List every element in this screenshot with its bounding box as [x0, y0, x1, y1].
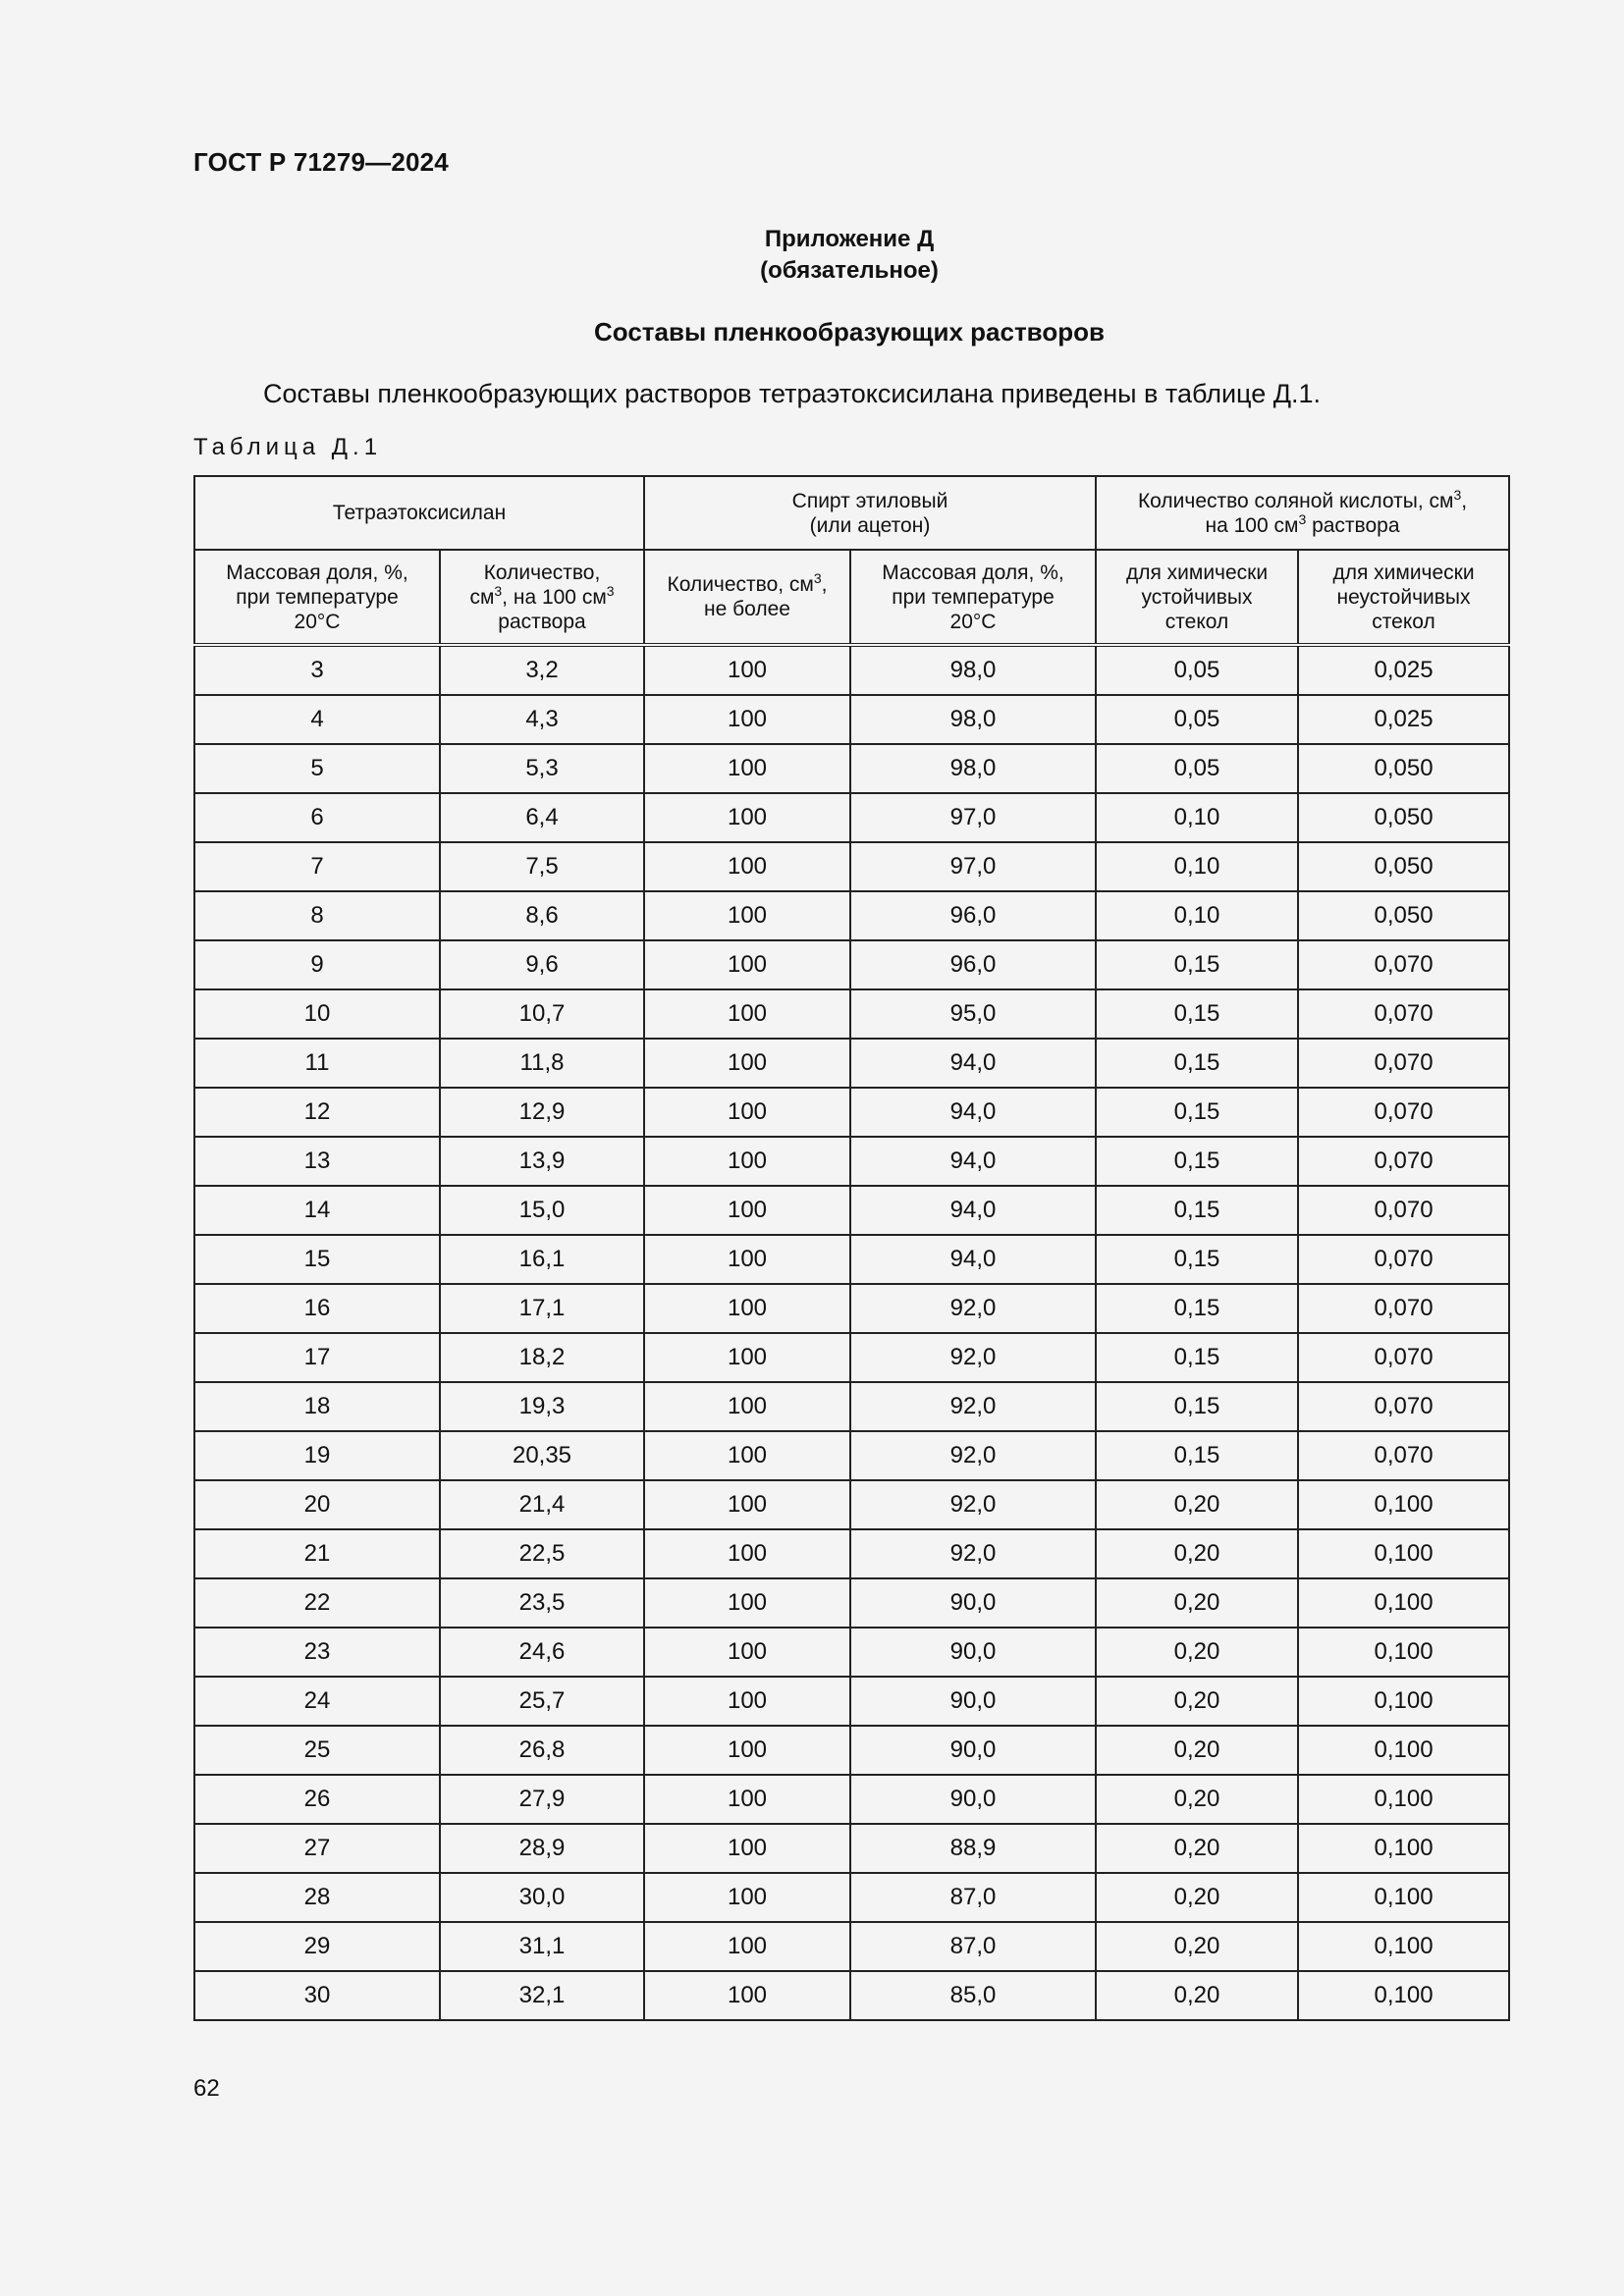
table-row	[194, 1726, 1509, 1775]
section-title: Составы пленкообразующих растворов	[594, 317, 1105, 347]
table-row	[194, 989, 1509, 1039]
alcohol-amount-cell: 100	[644, 1824, 850, 1873]
acid-nonresistant-cell: 0,050	[1298, 793, 1509, 842]
alcohol-amount-cell: 100	[644, 1235, 850, 1284]
acid-resistant-cell: 0,15	[1096, 1235, 1298, 1284]
acid-resistant-cell: 0,20	[1096, 1824, 1298, 1873]
table-row	[194, 1333, 1509, 1382]
table-row	[194, 1382, 1509, 1431]
alcohol-mass-fraction-cell: 94,0	[850, 1039, 1096, 1088]
group-header-alcohol: Спирт этиловый (или ацетон)	[644, 476, 1096, 550]
acid-nonresistant-cell: 0,050	[1298, 744, 1509, 793]
alcohol-mass-fraction-cell: 87,0	[850, 1873, 1096, 1922]
acid-resistant-cell: 0,15	[1096, 940, 1298, 989]
table-row	[194, 1088, 1509, 1137]
table-row	[194, 1628, 1509, 1677]
teos-amount-cell: 28,9	[440, 1824, 644, 1873]
table-row	[194, 1873, 1509, 1922]
acid-resistant-cell: 0,20	[1096, 1480, 1298, 1529]
table-row	[194, 1677, 1509, 1726]
teos-amount-cell: 20,35	[440, 1431, 644, 1480]
document-code: ГОСТ Р 71279—2024	[193, 147, 449, 177]
acid-nonresistant-cell: 0,070	[1298, 1382, 1509, 1431]
table-row	[194, 1186, 1509, 1235]
table-row	[194, 1922, 1509, 1971]
acid-nonresistant-cell: 0,025	[1298, 645, 1509, 695]
teos-mass-fraction-cell: 14	[194, 1186, 440, 1235]
acid-resistant-cell: 0,05	[1096, 645, 1298, 695]
alcohol-amount-cell: 100	[644, 1431, 850, 1480]
alcohol-amount-cell: 100	[644, 1480, 850, 1529]
column-header-acid-resistant-glass: для химически устойчивых стекол	[1096, 550, 1298, 645]
acid-resistant-cell: 0,20	[1096, 1873, 1298, 1922]
teos-mass-fraction-cell: 30	[194, 1971, 440, 2020]
acid-nonresistant-cell: 0,100	[1298, 1578, 1509, 1628]
teos-amount-cell: 32,1	[440, 1971, 644, 2020]
table-body	[194, 645, 1509, 2020]
acid-nonresistant-cell: 0,100	[1298, 1677, 1509, 1726]
column-header-teos-mass-fraction: Массовая доля, %, при температуре 20°С	[194, 550, 440, 645]
acid-nonresistant-cell: 0,050	[1298, 891, 1509, 940]
table-row	[194, 1775, 1509, 1824]
alcohol-mass-fraction-cell: 94,0	[850, 1088, 1096, 1137]
teos-amount-cell: 21,4	[440, 1480, 644, 1529]
teos-mass-fraction-cell: 11	[194, 1039, 440, 1088]
teos-amount-cell: 11,8	[440, 1039, 644, 1088]
table-row	[194, 1431, 1509, 1480]
alcohol-mass-fraction-cell: 85,0	[850, 1971, 1096, 2020]
alcohol-mass-fraction-cell: 88,9	[850, 1824, 1096, 1873]
acid-resistant-cell: 0,20	[1096, 1677, 1298, 1726]
column-header-alcohol-mass-fraction: Массовая доля, %, при температуре 20°С	[850, 550, 1096, 645]
intro-paragraph: Составы пленкообразующих растворов тетраэтоксисилана приведены в таблице Д.1.	[263, 379, 1322, 408]
acid-nonresistant-cell: 0,100	[1298, 1726, 1509, 1775]
acid-nonresistant-cell: 0,070	[1298, 1137, 1509, 1186]
teos-mass-fraction-cell: 20	[194, 1480, 440, 1529]
table-caption: Таблица Д.1	[193, 434, 383, 460]
acid-resistant-cell: 0,05	[1096, 744, 1298, 793]
alcohol-mass-fraction-cell: 90,0	[850, 1578, 1096, 1628]
teos-amount-cell: 13,9	[440, 1137, 644, 1186]
alcohol-mass-fraction-cell: 96,0	[850, 940, 1096, 989]
acid-nonresistant-cell: 0,070	[1298, 989, 1509, 1039]
teos-mass-fraction-cell: 7	[194, 842, 440, 891]
teos-amount-cell: 26,8	[440, 1726, 644, 1775]
composition-table	[193, 475, 1510, 2021]
acid-nonresistant-cell: 0,100	[1298, 1971, 1509, 2020]
teos-amount-cell: 6,4	[440, 793, 644, 842]
teos-mass-fraction-cell: 28	[194, 1873, 440, 1922]
acid-nonresistant-cell: 0,050	[1298, 842, 1509, 891]
teos-mass-fraction-cell: 17	[194, 1333, 440, 1382]
alcohol-amount-cell: 100	[644, 891, 850, 940]
teos-amount-cell: 10,7	[440, 989, 644, 1039]
alcohol-mass-fraction-cell: 90,0	[850, 1775, 1096, 1824]
table-row	[194, 940, 1509, 989]
acid-resistant-cell: 0,20	[1096, 1578, 1298, 1628]
teos-amount-cell: 22,5	[440, 1529, 644, 1578]
alcohol-mass-fraction-cell: 98,0	[850, 695, 1096, 744]
table-row	[194, 645, 1509, 695]
alcohol-amount-cell: 100	[644, 1186, 850, 1235]
teos-mass-fraction-cell: 15	[194, 1235, 440, 1284]
acid-nonresistant-cell: 0,100	[1298, 1922, 1509, 1971]
teos-mass-fraction-cell: 5	[194, 744, 440, 793]
alcohol-amount-cell: 100	[644, 1529, 850, 1578]
table-row	[194, 1480, 1509, 1529]
teos-amount-cell: 4,3	[440, 695, 644, 744]
group-header-acid: Количество соляной кислоты, $см^3$, на 100 $см^3$ раствора	[1096, 476, 1509, 550]
alcohol-mass-fraction-cell: 96,0	[850, 891, 1096, 940]
teos-mass-fraction-cell: 13	[194, 1137, 440, 1186]
teos-mass-fraction-cell: 23	[194, 1628, 440, 1677]
alcohol-mass-fraction-cell: 97,0	[850, 842, 1096, 891]
teos-mass-fraction-cell: 22	[194, 1578, 440, 1628]
table-row	[194, 1284, 1509, 1333]
alcohol-amount-cell: 100	[644, 940, 850, 989]
alcohol-amount-cell: 100	[644, 645, 850, 695]
teos-amount-cell: 16,1	[440, 1235, 644, 1284]
acid-nonresistant-cell: 0,100	[1298, 1480, 1509, 1529]
teos-amount-cell: 24,6	[440, 1628, 644, 1677]
table-header-columns	[194, 550, 1509, 645]
acid-resistant-cell: 0,15	[1096, 989, 1298, 1039]
acid-nonresistant-cell: 0,070	[1298, 1039, 1509, 1088]
alcohol-mass-fraction-cell: 94,0	[850, 1235, 1096, 1284]
table-row	[194, 891, 1509, 940]
alcohol-mass-fraction-cell: 92,0	[850, 1431, 1096, 1480]
acid-nonresistant-cell: 0,070	[1298, 1431, 1509, 1480]
table-row	[194, 1824, 1509, 1873]
table-row	[194, 793, 1509, 842]
page-number: 62	[193, 2075, 220, 2102]
alcohol-amount-cell: 100	[644, 1333, 850, 1382]
acid-resistant-cell: 0,20	[1096, 1628, 1298, 1677]
teos-mass-fraction-cell: 16	[194, 1284, 440, 1333]
teos-mass-fraction-cell: 27	[194, 1824, 440, 1873]
acid-nonresistant-cell: 0,070	[1298, 1284, 1509, 1333]
table-row	[194, 1137, 1509, 1186]
alcohol-amount-cell: 100	[644, 1578, 850, 1628]
alcohol-amount-cell: 100	[644, 1775, 850, 1824]
alcohol-mass-fraction-cell: 95,0	[850, 989, 1096, 1039]
acid-resistant-cell: 0,20	[1096, 1971, 1298, 2020]
group-header-teos: Тетраэтоксисилан	[194, 476, 644, 550]
alcohol-amount-cell: 100	[644, 842, 850, 891]
alcohol-mass-fraction-cell: 92,0	[850, 1333, 1096, 1382]
appendix-status: (обязательное)	[760, 257, 939, 284]
alcohol-mass-fraction-cell: 97,0	[850, 793, 1096, 842]
alcohol-amount-cell: 100	[644, 1382, 850, 1431]
alcohol-mass-fraction-cell: 92,0	[850, 1480, 1096, 1529]
teos-mass-fraction-cell: 8	[194, 891, 440, 940]
teos-amount-cell: 30,0	[440, 1873, 644, 1922]
alcohol-amount-cell: 100	[644, 1971, 850, 2020]
alcohol-mass-fraction-cell: 92,0	[850, 1382, 1096, 1431]
acid-nonresistant-cell: 0,070	[1298, 1333, 1509, 1382]
table-row	[194, 1971, 1509, 2020]
acid-resistant-cell: 0,15	[1096, 1431, 1298, 1480]
acid-resistant-cell: 0,05	[1096, 695, 1298, 744]
alcohol-mass-fraction-cell: 92,0	[850, 1284, 1096, 1333]
acid-resistant-cell: 0,10	[1096, 793, 1298, 842]
acid-nonresistant-cell: 0,100	[1298, 1775, 1509, 1824]
alcohol-amount-cell: 100	[644, 1628, 850, 1677]
alcohol-mass-fraction-cell: 94,0	[850, 1186, 1096, 1235]
teos-mass-fraction-cell: 21	[194, 1529, 440, 1578]
alcohol-mass-fraction-cell: 90,0	[850, 1628, 1096, 1677]
table-row	[194, 695, 1509, 744]
alcohol-amount-cell: 100	[644, 744, 850, 793]
appendix-heading	[0, 224, 1624, 287]
alcohol-amount-cell: 100	[644, 1088, 850, 1137]
teos-mass-fraction-cell: 25	[194, 1726, 440, 1775]
acid-nonresistant-cell: 0,100	[1298, 1873, 1509, 1922]
alcohol-mass-fraction-cell: 92,0	[850, 1529, 1096, 1578]
alcohol-amount-cell: 100	[644, 1284, 850, 1333]
alcohol-mass-fraction-cell: 90,0	[850, 1677, 1096, 1726]
column-header-teos-amount: Количество, $см^3$, на 100 $см^3$ раствора	[440, 550, 644, 645]
alcohol-mass-fraction-cell: 90,0	[850, 1726, 1096, 1775]
acid-nonresistant-cell: 0,070	[1298, 1088, 1509, 1137]
acid-resistant-cell: 0,15	[1096, 1088, 1298, 1137]
teos-mass-fraction-cell: 9	[194, 940, 440, 989]
acid-resistant-cell: 0,20	[1096, 1529, 1298, 1578]
teos-amount-cell: 12,9	[440, 1088, 644, 1137]
alcohol-mass-fraction-cell: 98,0	[850, 645, 1096, 695]
table-row	[194, 1235, 1509, 1284]
teos-amount-cell: 18,2	[440, 1333, 644, 1382]
alcohol-mass-fraction-cell: 98,0	[850, 744, 1096, 793]
teos-mass-fraction-cell: 6	[194, 793, 440, 842]
teos-mass-fraction-cell: 19	[194, 1431, 440, 1480]
acid-resistant-cell: 0,15	[1096, 1382, 1298, 1431]
acid-resistant-cell: 0,20	[1096, 1775, 1298, 1824]
acid-resistant-cell: 0,20	[1096, 1922, 1298, 1971]
table-header-groups	[194, 476, 1509, 550]
alcohol-amount-cell: 100	[644, 989, 850, 1039]
acid-resistant-cell: 0,20	[1096, 1726, 1298, 1775]
acid-resistant-cell: 0,15	[1096, 1039, 1298, 1088]
acid-nonresistant-cell: 0,100	[1298, 1824, 1509, 1873]
acid-resistant-cell: 0,15	[1096, 1284, 1298, 1333]
acid-resistant-cell: 0,15	[1096, 1137, 1298, 1186]
alcohol-amount-cell: 100	[644, 1137, 850, 1186]
teos-amount-cell: 15,0	[440, 1186, 644, 1235]
acid-resistant-cell: 0,15	[1096, 1333, 1298, 1382]
teos-mass-fraction-cell: 18	[194, 1382, 440, 1431]
table-row	[194, 842, 1509, 891]
teos-amount-cell: 9,6	[440, 940, 644, 989]
alcohol-mass-fraction-cell: 94,0	[850, 1137, 1096, 1186]
acid-nonresistant-cell: 0,070	[1298, 940, 1509, 989]
column-header-acid-nonresistant-glass: для химически неустойчивых стекол	[1298, 550, 1509, 645]
teos-mass-fraction-cell: 10	[194, 989, 440, 1039]
teos-amount-cell: 17,1	[440, 1284, 644, 1333]
teos-mass-fraction-cell: 26	[194, 1775, 440, 1824]
teos-amount-cell: 25,7	[440, 1677, 644, 1726]
acid-nonresistant-cell: 0,070	[1298, 1186, 1509, 1235]
acid-nonresistant-cell: 0,070	[1298, 1235, 1509, 1284]
teos-amount-cell: 23,5	[440, 1578, 644, 1628]
acid-nonresistant-cell: 0,100	[1298, 1628, 1509, 1677]
teos-amount-cell: 27,9	[440, 1775, 644, 1824]
teos-amount-cell: 3,2	[440, 645, 644, 695]
acid-resistant-cell: 0,10	[1096, 842, 1298, 891]
teos-mass-fraction-cell: 3	[194, 645, 440, 695]
alcohol-amount-cell: 100	[644, 695, 850, 744]
alcohol-amount-cell: 100	[644, 1677, 850, 1726]
teos-amount-cell: 5,3	[440, 744, 644, 793]
teos-mass-fraction-cell: 12	[194, 1088, 440, 1137]
column-header-alcohol-amount: Количество, $см^3$, не более	[644, 550, 850, 645]
acid-resistant-cell: 0,15	[1096, 1186, 1298, 1235]
acid-nonresistant-cell: 0,100	[1298, 1529, 1509, 1578]
table-row	[194, 1529, 1509, 1578]
alcohol-amount-cell: 100	[644, 793, 850, 842]
teos-amount-cell: 7,5	[440, 842, 644, 891]
table-row	[194, 744, 1509, 793]
appendix-title: Приложение Д	[764, 226, 935, 252]
alcohol-amount-cell: 100	[644, 1039, 850, 1088]
table-row	[194, 1578, 1509, 1628]
acid-resistant-cell: 0,10	[1096, 891, 1298, 940]
teos-amount-cell: 8,6	[440, 891, 644, 940]
teos-mass-fraction-cell: 29	[194, 1922, 440, 1971]
teos-amount-cell: 31,1	[440, 1922, 644, 1971]
alcohol-amount-cell: 100	[644, 1726, 850, 1775]
alcohol-amount-cell: 100	[644, 1922, 850, 1971]
teos-mass-fraction-cell: 4	[194, 695, 440, 744]
teos-mass-fraction-cell: 24	[194, 1677, 440, 1726]
alcohol-mass-fraction-cell: 87,0	[850, 1922, 1096, 1971]
acid-nonresistant-cell: 0,025	[1298, 695, 1509, 744]
table-row	[194, 1039, 1509, 1088]
alcohol-amount-cell: 100	[644, 1873, 850, 1922]
teos-amount-cell: 19,3	[440, 1382, 644, 1431]
